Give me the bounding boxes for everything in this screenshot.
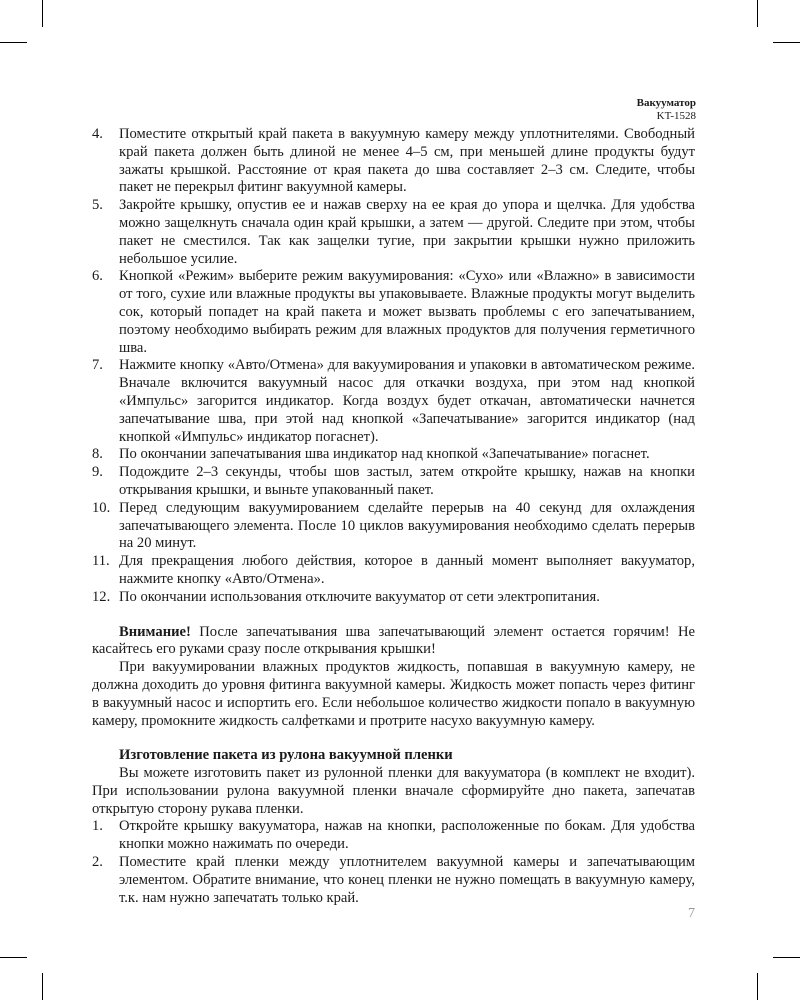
list-item-number: 10.: [92, 499, 111, 516]
list-item: [92, 553, 695, 589]
spacer: [92, 730, 695, 747]
list-item-number: 2.: [92, 854, 103, 871]
list-item: [92, 500, 695, 553]
list-item-number: 5.: [92, 197, 103, 214]
list-item-number: 4.: [92, 126, 103, 142]
moisture-paragraph: При вакуумировании влажных продуктов жидкость, попавшая в вакуумную камеру, не должна доходить до уровня фитинга вакуумной камеры. Жидкость может попасть через фитинг в вакуумный насос и испортить его. Если небольшое количество жидкости попало в вакуумную камеру, промокните жидкость салфетками и протрите насухо вакуумную камеру.: [92, 659, 695, 729]
list-item-text: Кнопкой «Режим» выберите режим вакуумирования: «Сухо» или «Влажно» в зависимости от того, сухие или влажные продукты вы упаковываете. Влажные продукты могут выделить сок, который попадет на край пакета и может вызвать проблемы с его запечатыванием, поэтому необходимо выбирать режим для влажных продуктов для получения герметичного шва.: [119, 268, 695, 356]
crop-mark: [42, 973, 43, 1000]
list-item-number: 6.: [92, 268, 103, 285]
list-item-number: 9.: [92, 464, 103, 481]
page-content: [92, 126, 695, 907]
list-item: [92, 126, 695, 197]
list-item-text: По окончании использования отключите вакууматор от сети электропитания.: [119, 588, 600, 605]
list-item-text: Подождите 2–3 секунды, чтобы шов застыл, затем откройте крышку, нажав на кнопки открывания крышки, и выньте упакованный пакет.: [119, 464, 695, 498]
crop-mark: [0, 42, 27, 43]
list-item: [92, 197, 695, 268]
list-item: [92, 464, 695, 500]
list-item-text: Откройте крышку вакууматора, нажав на кнопки, расположенные по бокам. Для удобства кнопки можно нажимать по очереди.: [119, 818, 695, 853]
list-item-number: 1.: [92, 818, 103, 835]
roll-instruction-list: [92, 818, 695, 907]
section-heading: Изготовление пакета из рулона вакуумной пленки: [119, 747, 453, 764]
running-head-title: Вакууматор: [636, 97, 696, 109]
instruction-list: [92, 126, 695, 607]
warning-text: После запечатывания шва запечатывающий элемент остается горячим! Не касайтесь его руками сразу после открывания крышки!: [92, 623, 695, 658]
running-head: [637, 97, 696, 123]
list-item: [92, 446, 695, 464]
crop-mark: [757, 0, 758, 27]
list-item: [92, 589, 695, 607]
crop-mark: [773, 957, 800, 958]
list-item-text: Поместите край пленки между уплотнителем вакуумной камеры и запечатывающим элементом. Обратите внимание, что конец пленки не нужно помещать в вакуумную камеру, т.к. нам нужно запечатать только край.: [119, 854, 695, 906]
list-item-text: Нажмите кнопку «Авто/Отмена» для вакуумирования и упаковки в автоматическом режиме. Вначале включится вакуумный насос для откачки воздуха, при этом над кнопкой «Импульс» загорится индикатор. Когда воздух будет откачан, автоматически начнется запечатывание шва, при этой над кнопкой «Запечатывание» загорится индикатор (над кнопкой «Импульс» индикатор погаснет).: [119, 357, 695, 445]
crop-mark: [0, 957, 27, 958]
list-item: [92, 854, 695, 907]
list-item: [92, 357, 695, 446]
crop-mark: [773, 42, 800, 43]
section-intro: Вы можете изготовить пакет из рулонной пленки для вакууматора (в комплект не входит). При использовании рулона вакуумной пленки вначале сформируйте дно пакета, запечатав открытую сторону рукава пленки.: [92, 765, 695, 817]
page-number: 7: [688, 906, 695, 921]
crop-mark: [757, 973, 758, 1000]
list-item: [92, 818, 695, 854]
warning-paragraph: [92, 624, 695, 660]
running-head-model: KT-1528: [656, 110, 696, 122]
warning-label: Внимание!: [119, 623, 191, 640]
list-item-number: 8.: [92, 446, 103, 463]
list-item-text: По окончании запечатывания шва индикатор над кнопкой «Запечатывание» погаснет.: [119, 446, 650, 463]
list-item-text: Поместите открытый край пакета в вакуумную камеру между уплотнителями. Свободный край пакета должен быть длиной не менее 4–5 см, при меньшей длине продукты будут зажаты крышкой. Расстояние от края пакета до шва составляет 2–3 см. Следите, чтобы пакет не перекрыл фитинг вакуумной камеры.: [119, 126, 695, 196]
spacer: [92, 607, 695, 624]
list-item-text: Закройте крышку, опустив ее и нажав сверху на ее края до упора и щелчка. Для удобства можно защелкнуть сначала один край крышки, а затем — другой. Следите при этом, чтобы пакет не сместился. Так как защелки тугие, при закрытии крышки нужно приложить небольшое усилие.: [119, 197, 695, 267]
list-item-number: 12.: [92, 588, 111, 605]
list-item-number: 7.: [92, 357, 103, 374]
list-item-number: 11.: [92, 553, 110, 570]
list-item-text: Для прекращения любого действия, которое в данный момент выполняет вакууматор, нажмите кнопку «Авто/Отмена».: [119, 553, 695, 587]
crop-mark: [42, 0, 43, 27]
list-item: [92, 268, 695, 357]
list-item-text: Перед следующим вакуумированием сделайте перерыв на 40 секунд для охлаждения запечатывающего элемента. После 10 циклов вакуумирования необходимо сделать перерыв на 20 минут.: [119, 499, 695, 552]
